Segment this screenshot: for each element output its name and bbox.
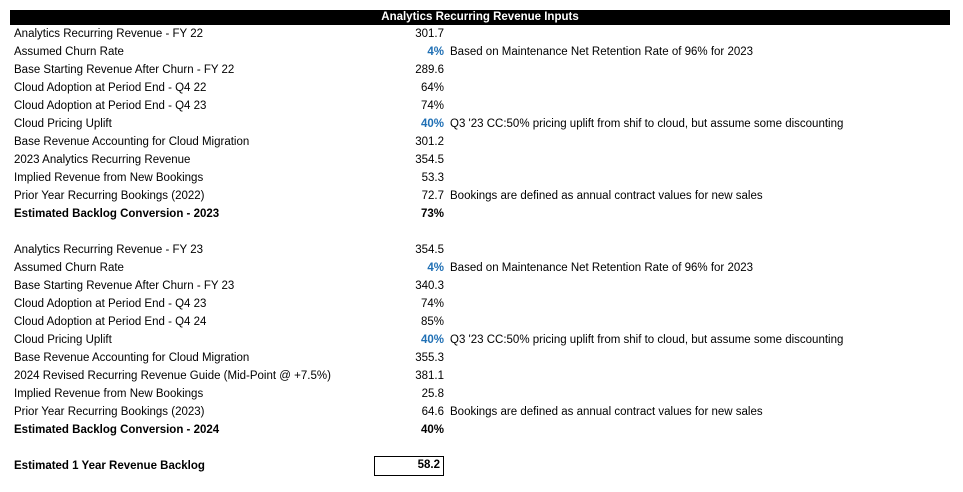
row-label: Base Revenue Accounting for Cloud Migration [14, 352, 250, 364]
row-value-cell[interactable]: 289.6 [415, 64, 444, 76]
row-label: Prior Year Recurring Bookings (2022) [14, 190, 205, 202]
row-value-cell[interactable]: 64.6 [421, 406, 444, 418]
row-note: Q3 '23 CC:50% pricing uplift from shif to cloud, but assume some discounting [450, 118, 844, 130]
row-value-cell[interactable]: 381.1 [415, 370, 444, 382]
row-label: Cloud Pricing Uplift [14, 118, 112, 130]
row-label: Base Starting Revenue After Churn - FY 23 [14, 280, 235, 292]
sheet-title: Analytics Recurring Revenue Inputs [381, 11, 579, 23]
row-label: Analytics Recurring Revenue - FY 23 [14, 244, 203, 256]
row-note: Bookings are defined as annual contract values for new sales [450, 406, 763, 418]
input-row [14, 79, 954, 97]
row-label: 2024 Revised Recurring Revenue Guide (Mid-Point @ +7.5%) [14, 370, 331, 382]
row-label: Cloud Adoption at Period End - Q4 23 [14, 100, 207, 112]
row-label: Implied Revenue from New Bookings [14, 388, 204, 400]
row-label: Implied Revenue from New Bookings [14, 172, 204, 184]
row-note: Q3 '23 CC:50% pricing uplift from shif to cloud, but assume some discounting [450, 334, 844, 346]
row-label: Assumed Churn Rate [14, 46, 124, 58]
input-row [14, 367, 954, 385]
input-row [14, 349, 954, 367]
input-row [14, 277, 954, 295]
row-note: Based on Maintenance Net Retention Rate of 96% for 2023 [450, 262, 754, 274]
row-value-cell[interactable]: 301.7 [415, 28, 444, 40]
input-row [14, 421, 954, 439]
input-row [14, 25, 954, 43]
row-value-cell[interactable]: 74% [420, 298, 444, 310]
input-row [14, 313, 954, 331]
input-row [14, 97, 954, 115]
row-label: Estimated Backlog Conversion - 2023 [14, 208, 220, 220]
row-label: Prior Year Recurring Bookings (2023) [14, 406, 205, 418]
input-row [14, 61, 954, 79]
input-row [14, 43, 954, 61]
summary-value-cell[interactable]: 58.2 [374, 456, 444, 476]
input-row [14, 331, 954, 349]
row-value-cell[interactable]: 73% [420, 208, 444, 220]
row-value-cell[interactable]: 4% [427, 262, 444, 274]
row-value-cell[interactable]: 40% [420, 424, 444, 436]
row-value-cell[interactable]: 355.3 [415, 352, 444, 364]
input-row [14, 151, 954, 169]
row-value-cell[interactable]: 74% [420, 100, 444, 112]
input-row [14, 385, 954, 403]
row-value-cell[interactable]: 4% [427, 46, 444, 58]
row-value-cell[interactable]: 40% [420, 334, 444, 346]
input-row [14, 259, 954, 277]
input-row [14, 169, 954, 187]
row-label: Analytics Recurring Revenue - FY 22 [14, 28, 203, 40]
row-label: Cloud Adoption at Period End - Q4 23 [14, 298, 207, 310]
row-value-cell[interactable]: 53.3 [421, 172, 444, 184]
row-value-cell[interactable]: 301.2 [415, 136, 444, 148]
row-note: Bookings are defined as annual contract values for new sales [450, 190, 763, 202]
row-note: Based on Maintenance Net Retention Rate of 96% for 2023 [450, 46, 754, 58]
input-row [14, 133, 954, 151]
row-value-cell[interactable]: 25.8 [421, 388, 444, 400]
row-label: Base Starting Revenue After Churn - FY 22 [14, 64, 235, 76]
row-label: Assumed Churn Rate [14, 262, 124, 274]
row-value-cell[interactable]: 354.5 [415, 244, 444, 256]
row-label: Estimated Backlog Conversion - 2024 [14, 424, 220, 436]
row-value-cell[interactable]: 72.7 [421, 190, 444, 202]
row-label: Base Revenue Accounting for Cloud Migration [14, 136, 250, 148]
row-label: Cloud Adoption at Period End - Q4 22 [14, 82, 207, 94]
row-value-cell[interactable]: 354.5 [415, 154, 444, 166]
row-value-cell[interactable]: 85% [420, 316, 444, 328]
row-label: 2023 Analytics Recurring Revenue [14, 154, 191, 166]
input-row [14, 187, 954, 205]
row-value-cell[interactable]: 64% [420, 82, 444, 94]
input-row [14, 295, 954, 313]
summary-row [14, 457, 954, 475]
row-label: Cloud Adoption at Period End - Q4 24 [14, 316, 207, 328]
row-value-cell[interactable]: 40% [420, 118, 444, 130]
input-row [14, 205, 954, 223]
row-label: Cloud Pricing Uplift [14, 334, 112, 346]
summary-label: Estimated 1 Year Revenue Backlog [14, 460, 205, 472]
input-row [14, 403, 954, 421]
input-row [14, 241, 954, 259]
row-value-cell[interactable]: 340.3 [415, 280, 444, 292]
input-row [14, 115, 954, 133]
sheet-title-bar [10, 10, 950, 25]
